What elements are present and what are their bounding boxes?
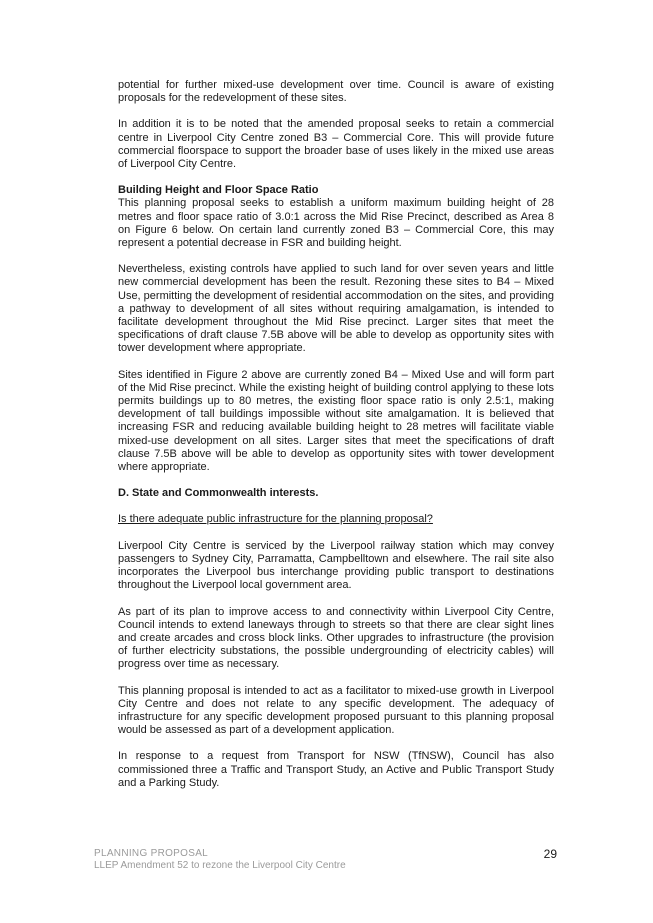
paragraph-continuation: potential for further mixed-use development over time. Council is aware of existing proposals for the redevelopment of these sites.	[118, 79, 554, 105]
page-footer	[94, 848, 557, 872]
footer-subtitle: LLEP Amendment 52 to rezone the Liverpool City Centre	[94, 860, 346, 871]
paragraph-connectivity: As part of its plan to improve access to and connectivity within Liverpool City Centre, Council intends to extend laneways through to streets so that there are clear sight lines and create arcades and cross block links. Other upgrades to infrastructure (the provision of further electricity substations, the possible undergrounding of electricity cables) will progress over time as necessary.	[118, 605, 554, 671]
page-number: 29	[543, 847, 557, 861]
document-body	[118, 79, 554, 803]
paragraph-facilitator: This planning proposal is intended to act as a facilitator to mixed-use growth in Liverpool City Centre and does not relate to any specific development. The adequacy of infrastructure for any specific development proposed pursuant to this planning proposal would be assessed as part of a development application.	[118, 684, 554, 737]
section-heading-state-interests: D. State and Commonwealth interests.	[118, 487, 319, 500]
heading-building-height: Building Height and Floor Space Ratio	[118, 184, 319, 197]
paragraph-commercial-centre: In addition it is to be noted that the amended proposal seeks to retain a commercial centre in Liverpool City Centre zoned B3 – Commercial Core. This will provide future commercial floorspace to support the broader base of uses likely in the mixed use areas of Liverpool City Centre.	[118, 118, 554, 171]
paragraph-existing-controls: Nevertheless, existing controls have applied to such land for over seven years and little new commercial development has been the result. Rezoning these sites to B4 – Mixed Use, permitting the development of residential accommodation on the sites, and providing a pathway to development of all sites without requiring amalgamation, is intended to facilitate development throughout the Mid Rise precinct. Larger sites that meet the specifications of draft clause 7.5B above will be able to develop as opportunity sites with tower development where appropriate.	[118, 263, 554, 355]
footer-title: PLANNING PROPOSAL	[94, 848, 209, 859]
question-public-infrastructure: Is there adequate public infrastructure for the planning proposal?	[118, 513, 433, 526]
paragraph-tfnsw-studies: In response to a request from Transport for NSW (TfNSW), Council has also commissioned three a Traffic and Transport Study, an Active and Public Transport Study and a Parking Study.	[118, 750, 554, 789]
paragraph-figure-2-sites: Sites identified in Figure 2 above are currently zoned B4 – Mixed Use and will form part of the Mid Rise precinct. While the existing height of building control applying to these lots permits buildings up to 80 metres, the existing floor space ratio is only 2.5:1, making development of tall buildings impossible without site amalgamation. It is believed that increasing FSR and reducing available building height to 28 metres will facilitate viable mixed-use development on all sites. Larger sites that meet the specifications of draft clause 7.5B above will be able to develop as opportunity sites with tower development where appropriate.	[118, 368, 554, 474]
paragraph-height-fsr: This planning proposal seeks to establish a uniform maximum building height of 28 metres and floor space ratio of 3.0:1 across the Mid Rise Precinct, described as Area 8 on Figure 6 below. On certain land currently zoned B3 – Commercial Core, this may represent a potential decrease in FSR and building height.	[118, 197, 554, 250]
paragraph-railway-station: Liverpool City Centre is serviced by the Liverpool railway station which may convey passengers to Sydney City, Parramatta, Campbelltown and elsewhere. The rail site also incorporates the Liverpool bus interchange providing public transport to destinations throughout the Liverpool local government area.	[118, 539, 554, 592]
